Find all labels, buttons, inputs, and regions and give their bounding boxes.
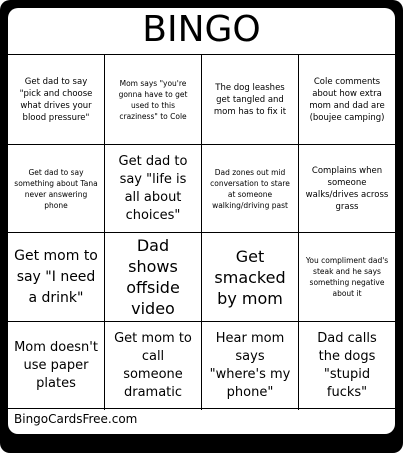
bingo-grid — [8, 54, 395, 409]
bingo-cell-r1-c1[interactable] — [8, 55, 105, 145]
card-title: BINGO — [142, 9, 261, 50]
cell-text: You compliment dad's steak and he says something negative about it — [305, 256, 389, 298]
cell-text: Get mom to call someone dramatic — [114, 331, 192, 400]
cell-text: Hear mom says "where's my phone" — [209, 331, 291, 400]
bingo-cell-r2-c4[interactable] — [299, 145, 395, 233]
bingo-cell-r3-c2[interactable] — [105, 233, 202, 322]
cell-text: Cole comments about how extra mom and dad are (boujee camping) — [309, 76, 385, 123]
bingo-cell-r3-c3[interactable] — [202, 233, 299, 322]
bingo-cell-r2-c1[interactable] — [8, 145, 105, 233]
bingo-cell-r2-c3[interactable] — [202, 145, 299, 233]
cell-text: Dad calls the dogs "stupid fucks" — [317, 331, 377, 400]
bingo-cell-r4-c4[interactable] — [299, 322, 395, 410]
cell-text: Get dad to say "pick and choose what drives your blood pressure" — [19, 76, 93, 123]
cell-text: Get smacked by mom — [214, 246, 286, 308]
cell-text: Get mom to say "I need a drink" — [14, 247, 98, 306]
bingo-cell-r3-c1[interactable] — [8, 233, 105, 322]
bingo-cell-r1-c3[interactable] — [202, 55, 299, 145]
bingo-cell-r4-c3[interactable] — [202, 322, 299, 410]
cell-text: Get dad to say "life is all about choices" — [118, 153, 188, 223]
cell-text: Mom doesn't use paper plates — [14, 340, 98, 391]
bingo-cell-r2-c2[interactable] — [105, 145, 202, 233]
bingo-cell-r3-c4[interactable] — [299, 233, 395, 322]
bingo-cell-r1-c2[interactable] — [105, 55, 202, 145]
cell-text: Dad zones out mid conversation to stare at someone walking/driving past — [210, 167, 290, 210]
bingo-cell-r4-c1[interactable] — [8, 322, 105, 410]
cell-text: Dad shows offside video — [126, 236, 180, 318]
bingo-cell-r1-c4[interactable] — [299, 55, 395, 145]
site-attribution: BingoCardsFree.com — [14, 412, 138, 426]
cell-text: Complains when someone walks/drives across grass — [305, 165, 389, 212]
cell-text: Mom says "you're gonna have to get used to this craziness" to Cole — [118, 78, 188, 121]
cell-text: The dog leashes get tangled and mom has to fix it — [213, 82, 287, 117]
cell-text: Get dad to say something about Tana never answering phone — [14, 167, 98, 210]
bingo-cell-r4-c2[interactable] — [105, 322, 202, 410]
